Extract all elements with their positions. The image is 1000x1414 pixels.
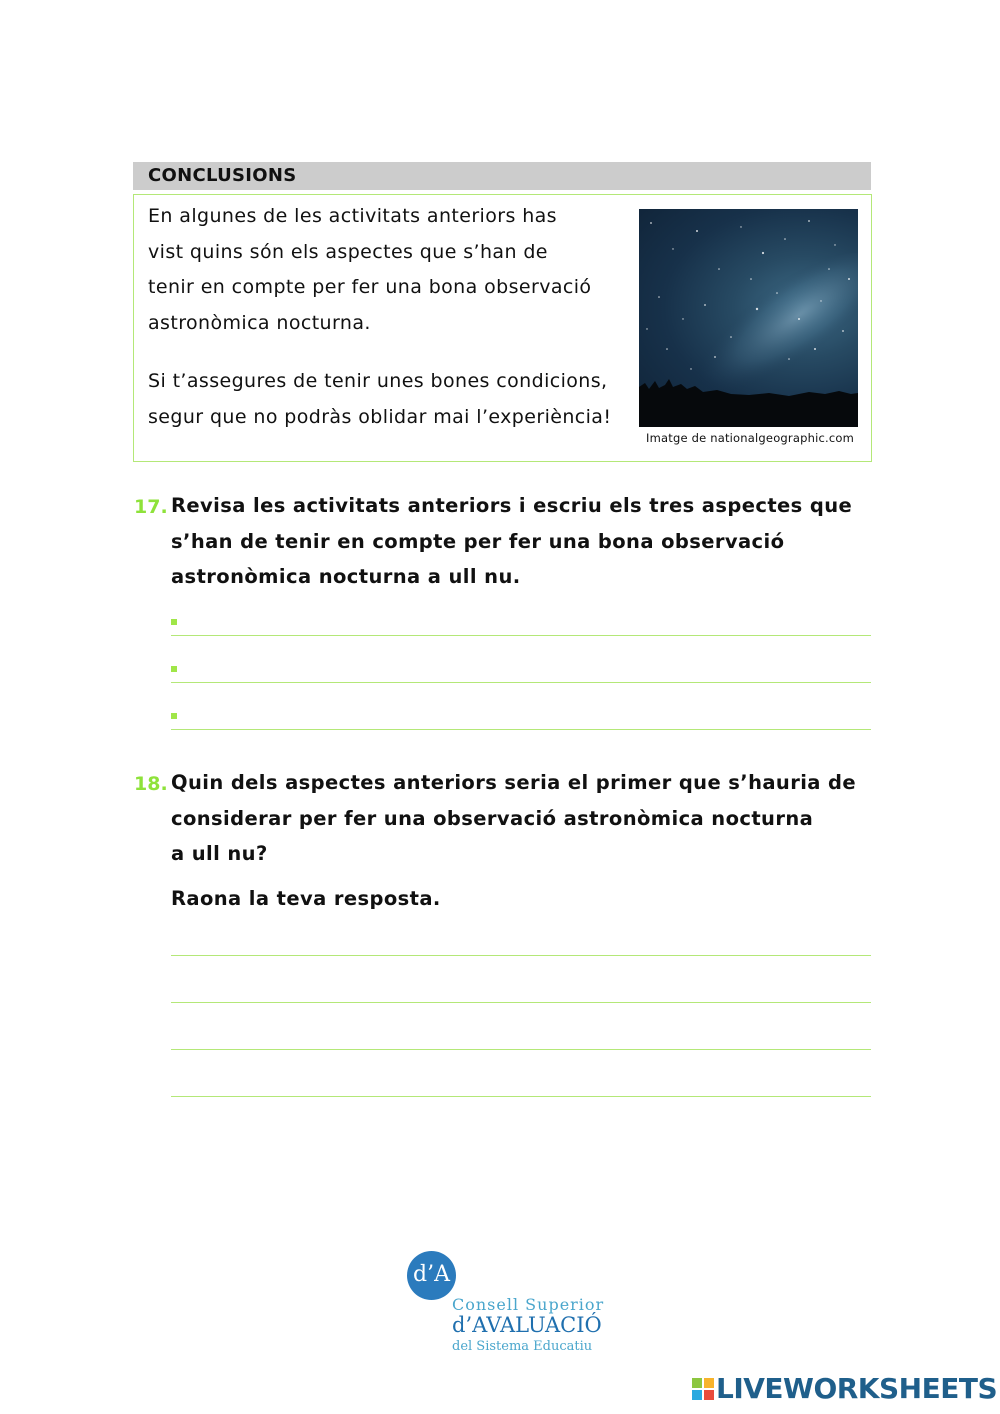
csa-logo-icon: d’A	[407, 1251, 456, 1300]
question-number-17: 17.	[134, 496, 168, 518]
answer-line[interactable]	[171, 729, 871, 730]
text-line: considerar per fer una observació astronòmica nocturna	[171, 806, 814, 830]
text-line: s’han de tenir en compte per fer una bona observació	[171, 529, 785, 553]
answer-line[interactable]	[171, 635, 871, 636]
answer-bullet	[171, 713, 177, 719]
text-line: a ull nu?	[171, 842, 268, 865]
question-number-18: 18.	[134, 773, 168, 795]
night-sky-image	[639, 209, 858, 427]
conclusions-paragraph-2	[148, 364, 611, 435]
image-caption: Imatge de nationalgeographic.com	[646, 431, 855, 445]
text-line: Revisa les activitats anteriors i escriu els tres aspectes que	[171, 494, 853, 517]
liveworksheets-icon	[692, 1378, 714, 1400]
logo-text-line-1: Consell Superior	[452, 1295, 605, 1314]
conclusions-paragraph-1	[148, 199, 591, 341]
logo-text-line-3: del Sistema Educatiu	[452, 1339, 593, 1354]
text-line: En algunes de les activitats anteriors has	[148, 205, 557, 227]
answer-bullet	[171, 619, 177, 625]
answer-line[interactable]	[171, 955, 871, 956]
answer-line[interactable]	[171, 1096, 871, 1097]
question-17-text	[171, 488, 852, 595]
answer-line[interactable]	[171, 1049, 871, 1050]
text-line: vist quins són els aspectes que s’han de	[148, 240, 548, 263]
text-line: astronòmica nocturna.	[148, 311, 371, 334]
conclusions-header: CONCLUSIONS	[133, 162, 871, 190]
logo-text-line-2: d’AVALUACIÓ	[452, 1313, 602, 1337]
question-18-text	[171, 765, 856, 872]
text-line: Quin dels aspectes anteriors seria el primer que s’hauria de	[171, 771, 857, 794]
answer-line[interactable]	[171, 1002, 871, 1003]
answer-line[interactable]	[171, 682, 871, 683]
text-line: tenir en compte per fer una bona observació	[148, 276, 592, 298]
text-line: astronòmica nocturna a ull nu.	[171, 565, 521, 588]
text-line: Si t’assegures de tenir unes bones condicions,	[148, 370, 608, 392]
text-line: segur que no podràs oblidar mai l’experiència!	[148, 405, 612, 428]
question-18-prompt: Raona la teva resposta.	[171, 887, 441, 910]
answer-bullet	[171, 666, 177, 672]
liveworksheets-brand[interactable]: LIVEWORKSHEETS	[716, 1372, 998, 1405]
